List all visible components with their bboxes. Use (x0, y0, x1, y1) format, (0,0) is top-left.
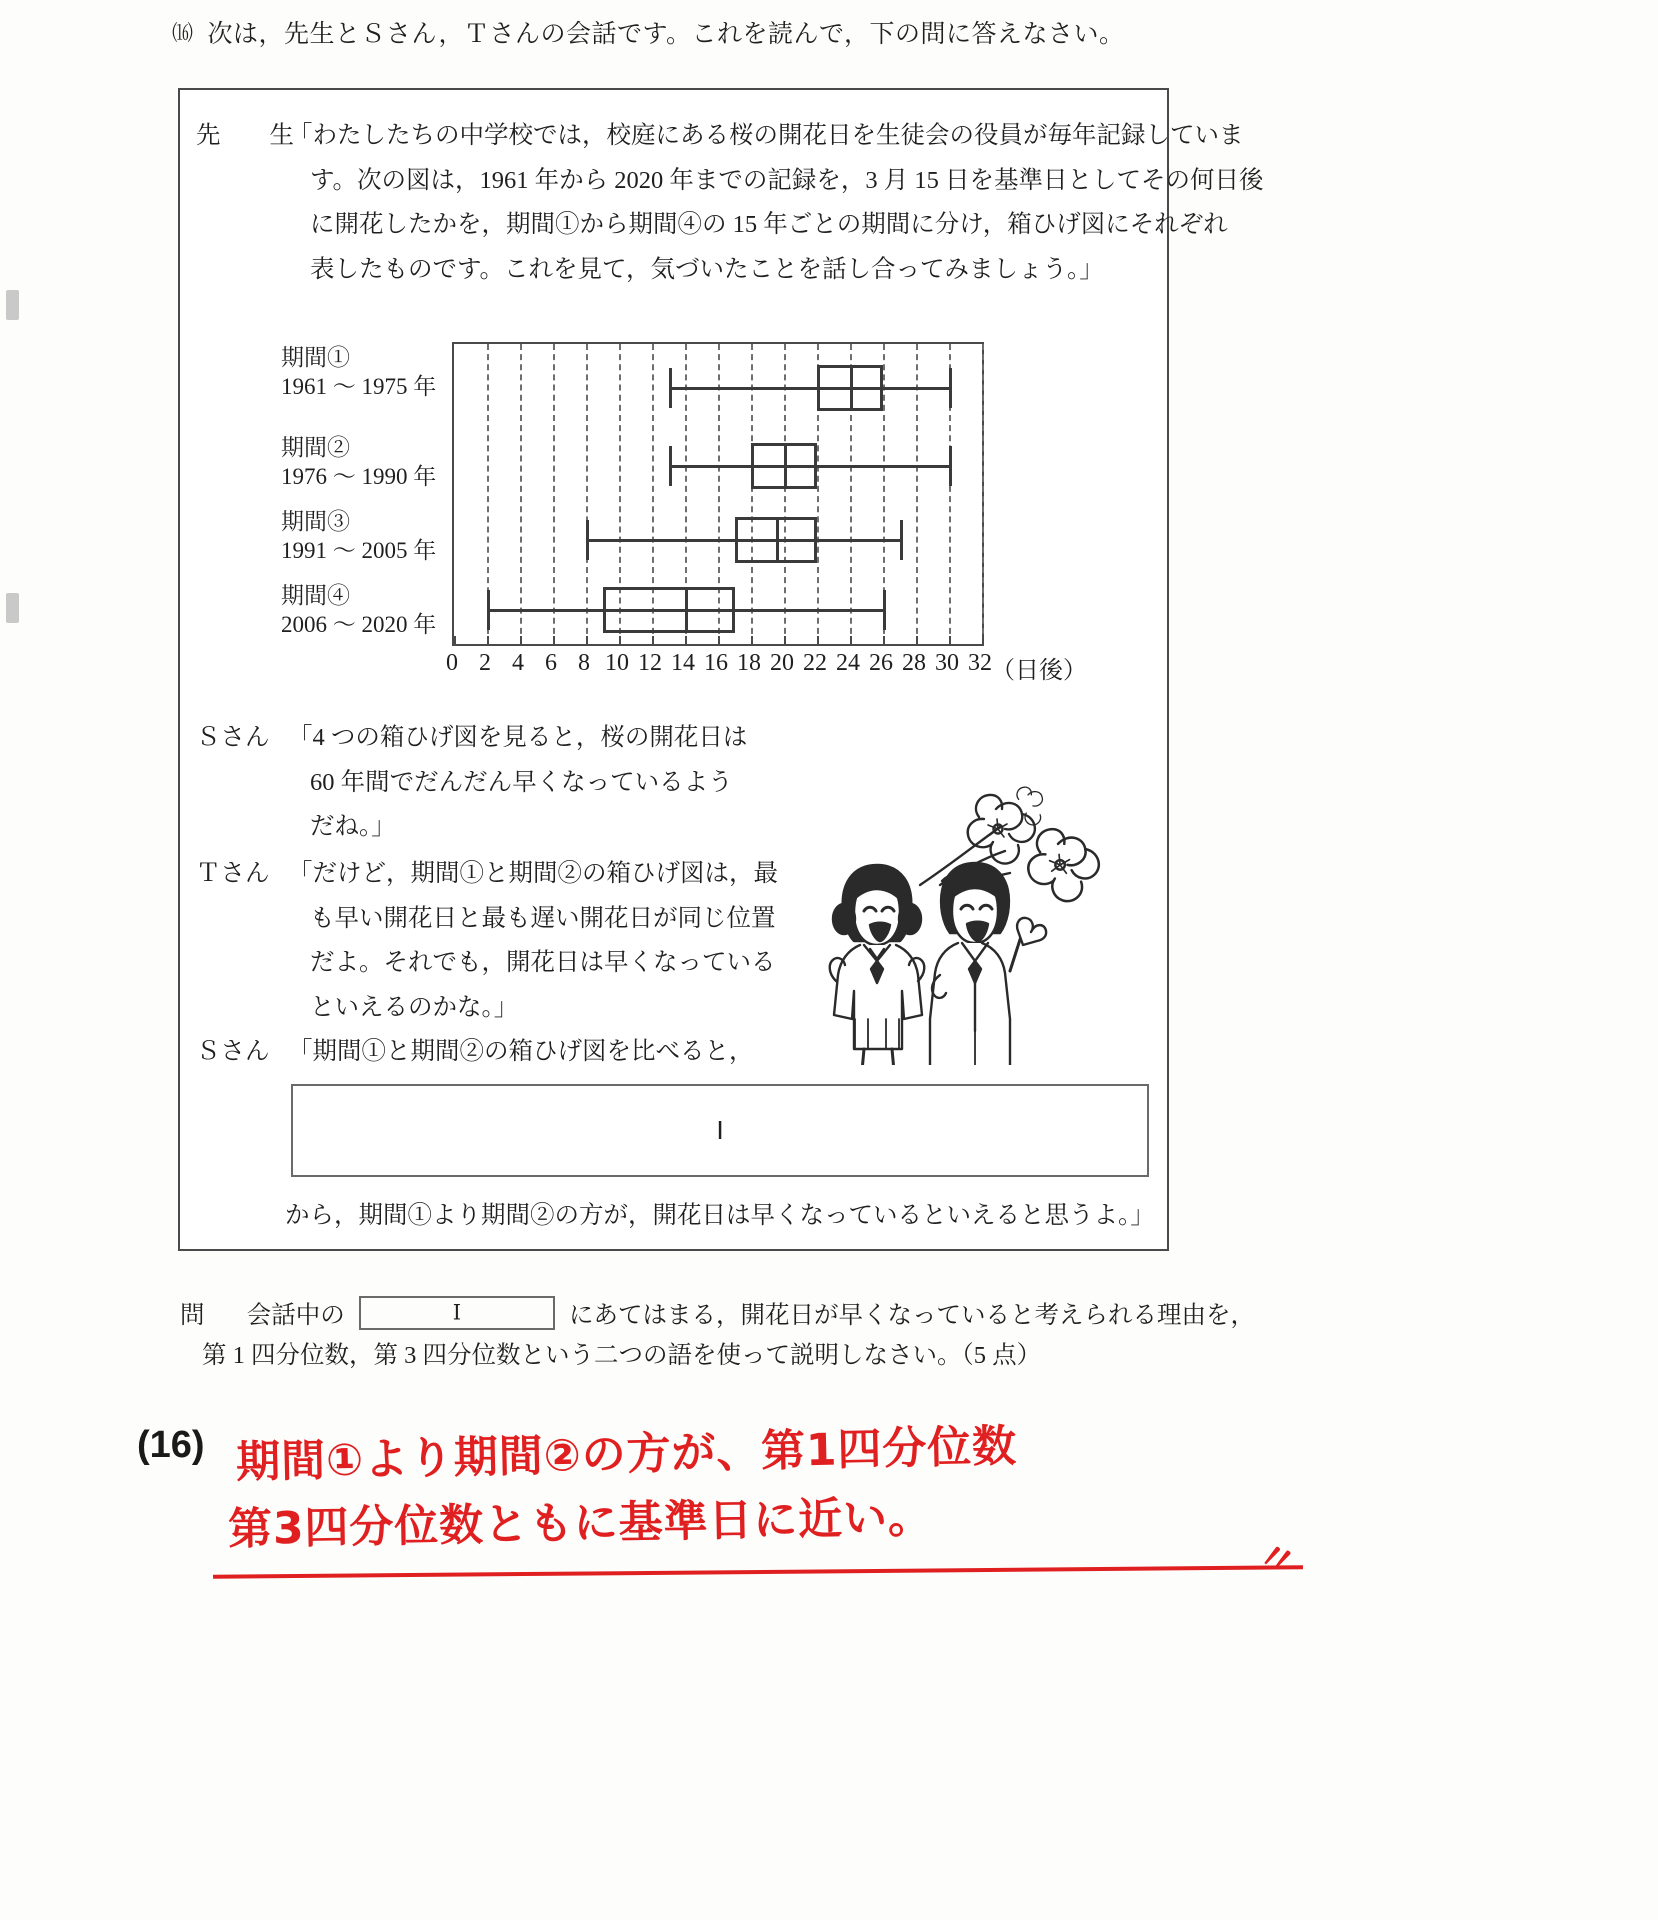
handwritten-answer-line1: 期間①より期間②の方が、第1四分位数 (235, 1420, 1018, 1489)
quartile-box (603, 587, 735, 633)
answer-blank-label: Ⅰ (716, 1117, 724, 1145)
dialogue-closing-line: から，期間①より期間②の方が，開花日は早くなっているといえると思うよ。」 (285, 1202, 1155, 1229)
x-axis-unit-label: （日後） (991, 658, 1087, 684)
speech-line: 「わたしたちの中学校では，校庭にある桜の開花日を生徒会の役員が毎年記録していま (288, 122, 1244, 149)
category-label-line1: 期間① (281, 345, 350, 370)
speaker-label-teacher: 先 生 (196, 122, 307, 149)
bottom-question-marker: 問 (180, 1302, 205, 1329)
x-axis-tick-label: 30 (935, 650, 959, 676)
category-label-line2: 1976 〜 1990 年 (281, 463, 437, 489)
category-label-line2: 1991 〜 2005 年 (281, 537, 437, 563)
boxplot-series (454, 344, 982, 644)
x-axis-tick-labels (446, 650, 992, 686)
category-label-line1: 期間③ (281, 509, 350, 534)
category-label-line1: 期間④ (281, 583, 350, 608)
x-axis-tick-label: 0 (446, 650, 458, 676)
x-axis-tick-label: 14 (671, 650, 695, 676)
speech-line: 「だけど，期間①と期間②の箱ひげ図は，最 (288, 860, 778, 887)
dialogue-student-t (196, 862, 778, 1020)
boxplot-category-labels (281, 338, 449, 648)
speech-line: 「期間①と期間②の箱ひげ図を比べると， (288, 1038, 754, 1065)
x-axis-tick-label: 6 (545, 650, 557, 676)
question-header (172, 14, 1125, 50)
dialogue-student-s-second (196, 1040, 754, 1065)
bottom-question-blank-label: Ⅰ (452, 1300, 462, 1325)
speech-line: 「4 つの箱ひげ図を見ると，桜の開花日は (288, 724, 748, 751)
binder-punch-mark (6, 290, 19, 320)
speech-line: といえるのかな。」 (310, 993, 519, 1021)
boxplot-plot-area (452, 342, 984, 646)
speech-teacher (288, 124, 1264, 282)
median-line (685, 587, 688, 633)
speech-line: 60 年間でだんだん早くなっているよう (310, 768, 733, 796)
speaker-label-student-t: Ｔさん (196, 860, 270, 887)
x-axis-tick-label: 26 (869, 650, 893, 676)
x-axis-tick-label: 24 (836, 650, 860, 676)
question-header-text: 次は，先生とＳさん，Ｔさんの会話です。これを読んで，下の問に答えなさい。 (207, 21, 1125, 48)
x-axis-tick-label: 2 (479, 650, 491, 676)
speech-line: す。次の図は，1961 年から 2020 年までの記録を，3 月 15 日を基準日としてその何日後 (310, 166, 1264, 194)
students-and-sakura-illustration (800, 735, 1130, 1065)
speech-student-t (288, 862, 778, 1020)
speaker-label-student-s: Ｓさん (196, 1038, 270, 1065)
bottom-question-text-before: 会話中の (246, 1302, 345, 1329)
speech-line: に開花したかを，期間①から期間④の 15 年ごとの期間に分け，箱ひげ図にそれぞれ (310, 211, 1228, 238)
x-axis-tick-label: 10 (605, 650, 629, 676)
speech-student-s-second (288, 1040, 754, 1065)
category-label-line1: 期間② (281, 435, 350, 460)
boxplot-chart (281, 338, 1087, 693)
dialogue-teacher (196, 124, 1264, 282)
x-axis-tick-label: 22 (803, 650, 827, 676)
x-axis-tick-label: 8 (578, 650, 590, 676)
category-label-period-4 (281, 582, 436, 640)
x-gridline (982, 344, 984, 644)
question-number: ⒃ (172, 21, 194, 45)
x-axis-tick-label: 18 (737, 650, 761, 676)
whisker-cap-max (883, 590, 886, 630)
x-axis-tick-label: 20 (770, 650, 794, 676)
whisker-cap-min (487, 590, 490, 630)
handwritten-answer-line2: 第3四分位数ともに基準日に近い。 (227, 1491, 934, 1556)
handwritten-question-label: (16) (137, 1424, 205, 1466)
speech-line: も早い開花日と最も遅い開花日が同じ位置 (310, 904, 776, 932)
answer-blank-box[interactable] (291, 1084, 1149, 1177)
bottom-question-line2: 第 1 四分位数，第 3 四分位数という二つの語を使って説明しなさい。（5 点） (202, 1342, 1042, 1369)
bottom-question-inline-blank[interactable] (359, 1296, 555, 1330)
category-label-period-3 (281, 508, 436, 566)
handwritten-check-mark: 〃 (1250, 1531, 1304, 1589)
binder-punch-mark (6, 593, 19, 623)
bottom-question-text-after: にあてはまる，開花日が早くなっていると考えられる理由を， (569, 1302, 1255, 1329)
x-axis-tick-label: 12 (638, 650, 662, 676)
speech-student-s-first (288, 726, 747, 840)
x-axis-tick-label: 28 (902, 650, 926, 676)
speaker-label-student-s: Ｓさん (196, 724, 270, 751)
bottom-question (180, 1296, 1255, 1369)
speech-line: 表したものです。これを見て，気づいたことを話し合ってみましょう。」 (310, 255, 1104, 283)
x-axis-tick-label: 16 (704, 650, 728, 676)
category-label-line2: 2006 〜 2020 年 (281, 611, 437, 637)
x-axis-tick-label: 4 (512, 650, 524, 676)
speech-line: だよ。それでも，開花日は早くなっている (310, 949, 776, 976)
dialogue-student-s-first (196, 726, 747, 840)
category-label-period-2 (281, 434, 436, 492)
speech-line: だね。」 (310, 813, 396, 840)
x-axis-tick-label: 32 (968, 650, 992, 676)
x-axis-tick (982, 636, 984, 646)
category-label-line2: 1961 〜 1975 年 (281, 373, 437, 399)
category-label-period-1 (281, 344, 436, 402)
